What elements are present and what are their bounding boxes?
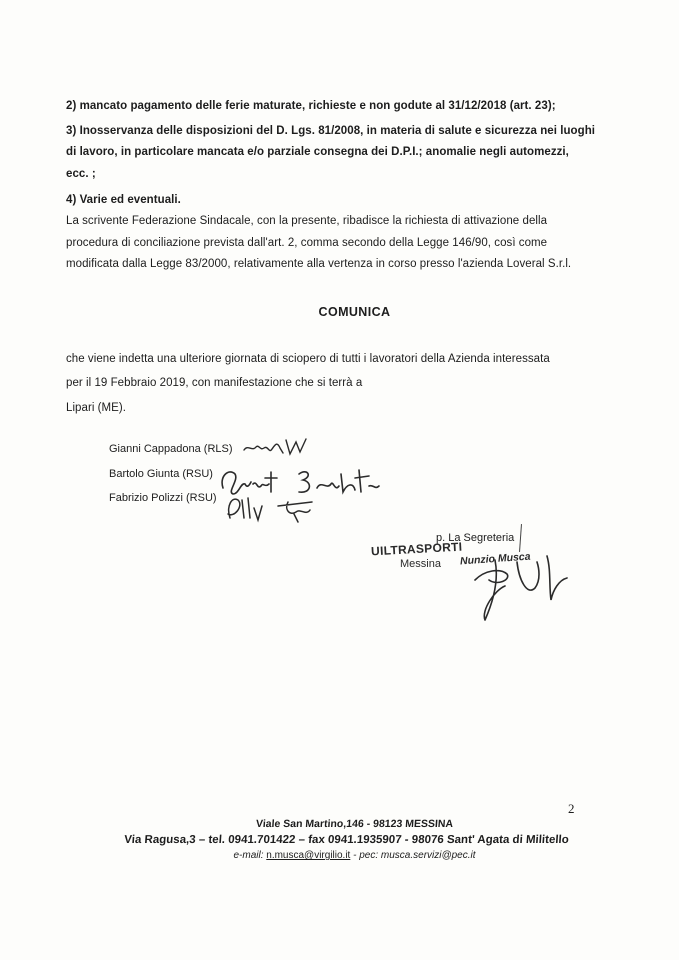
- paragraph-2-line-1: che viene indetta una ulteriore giornata di sciopero di tutti i lavoratori della Azienda interessata: [66, 353, 550, 365]
- email-label: e-mail:: [233, 850, 267, 861]
- secretariat-label: p. La Segreteria: [436, 532, 515, 544]
- paragraph-1-line-2: procedura di conciliazione prevista dall'art. 2, comma secondo della Legge 146/90, così come: [66, 237, 548, 249]
- item-2: 2) mancato pagamento delle ferie maturate, richieste e non godute al 31/12/2018 (art. 23);: [66, 100, 556, 112]
- signatory-name: Bartolo Giunta (RSU): [109, 468, 213, 480]
- item-3-line-1: 3) Inosservanza delle disposizioni del D. Lgs. 81/2008, in materia di salute e sicurezza nei luoghi: [66, 125, 596, 137]
- paragraph-2-line-2: per il 19 Febbraio 2019, con manifestazione che si terrà a: [66, 377, 363, 389]
- email-link[interactable]: n.musca@virgilio.it: [266, 850, 351, 861]
- paragraph-2-line-3: Lipari (ME).: [66, 402, 127, 414]
- stamp-city: Messina: [400, 558, 441, 570]
- item-3-line-2: di lavoro, in particolare mancata e/o parziale consegna dei D.P.I.; anomalie negli automezzi,: [66, 146, 569, 158]
- paragraph-1-line-1: La scrivente Federazione Sindacale, con la presente, ribadisce la richiesta di attivazione della: [66, 215, 548, 227]
- footer-address-2: Via Ragusa,3 – tel. 0941.701422 – fax 0941.1935907 - 98076 Sant' Agata di Militello: [123, 834, 570, 846]
- stamp-name: Nunzio Musca: [459, 550, 531, 568]
- pec-address: musca.servizi@pec.it: [380, 850, 476, 861]
- paragraph-1-line-3: modificata dalla Legge 83/2000, relativamente alla vertenza in corso presso l'azienda Loveral S.r.l.: [66, 258, 572, 270]
- stamp-org: UILTRASPORTI: [370, 539, 463, 559]
- page-number: 2: [568, 801, 575, 816]
- signatory-name: Fabrizio Polizzi (RSU): [109, 492, 217, 504]
- signature-cappadona: [242, 436, 312, 458]
- footer-address-1: Viale San Martino,146 - 98123 MESSINA: [255, 818, 454, 830]
- item-4: 4) Varie ed eventuali.: [66, 194, 181, 206]
- signature-polizzi: [222, 492, 332, 524]
- signature-musca: [455, 540, 595, 625]
- heading-comunica: COMUNICA: [318, 305, 391, 319]
- signatory-name: Gianni Cappadona (RLS): [109, 443, 233, 455]
- item-3-line-3: ecc. ;: [66, 168, 96, 180]
- pec-label: - pec:: [350, 850, 381, 861]
- footer-contacts: [0, 850, 679, 861]
